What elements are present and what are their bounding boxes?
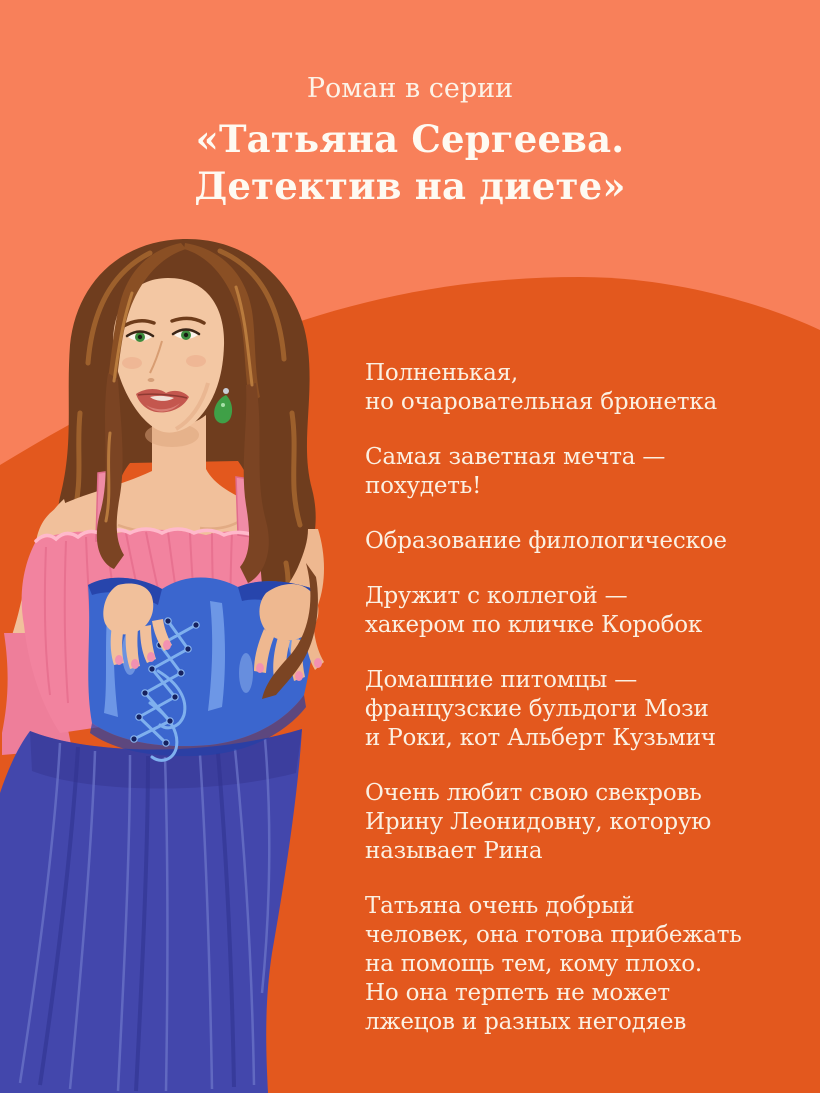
- series-title: [0, 116, 820, 210]
- fact-item: [365, 359, 815, 417]
- fact-line: Дружит с коллегой —: [365, 583, 628, 609]
- series-title-line1: «Татьяна Сергеева.: [195, 117, 625, 161]
- fact-line: но очаровательная брюнетка: [365, 389, 717, 415]
- fact-line: Очень любит свою свекровь: [365, 780, 702, 806]
- fact-line: хакером по кличке Коробок: [365, 612, 703, 638]
- facts-list: [365, 359, 815, 1063]
- woman-illustration: [0, 233, 370, 1093]
- fact-line: Ирину Леонидовну, которую: [365, 809, 712, 835]
- fact-line: Самая заветная мечта —: [365, 444, 666, 470]
- fact-line: на помощь тем, кому плохо.: [365, 951, 703, 977]
- fact-item: [365, 666, 815, 753]
- fact-item: [365, 892, 815, 1037]
- fact-line: человек, она готова прибежать: [365, 922, 742, 948]
- series-kicker: Роман в серии: [306, 73, 514, 104]
- fact-item: [365, 779, 815, 866]
- series-title-line2: Детектив на диете»: [194, 164, 626, 208]
- fact-line: лжецов и разных негодяев: [365, 1009, 687, 1035]
- fact-item: [365, 582, 815, 640]
- fact-line: Татьяна очень добрый: [365, 893, 635, 919]
- fact-line: похудеть!: [365, 473, 482, 499]
- fact-line: Домашние питомцы —: [365, 667, 638, 693]
- fact-line: Но она терпеть не может: [365, 980, 670, 1006]
- skirt: [0, 729, 302, 1093]
- fact-line: называет Рина: [365, 838, 543, 864]
- fact-item: [365, 443, 815, 501]
- fact-line: Образование филологическое: [365, 528, 727, 554]
- fact-item: [365, 527, 815, 556]
- fact-line: французские бульдоги Мози: [365, 696, 709, 722]
- fact-line: и Роки, кот Альберт Кузьмич: [365, 725, 716, 751]
- fact-line: Полненькая,: [365, 360, 519, 386]
